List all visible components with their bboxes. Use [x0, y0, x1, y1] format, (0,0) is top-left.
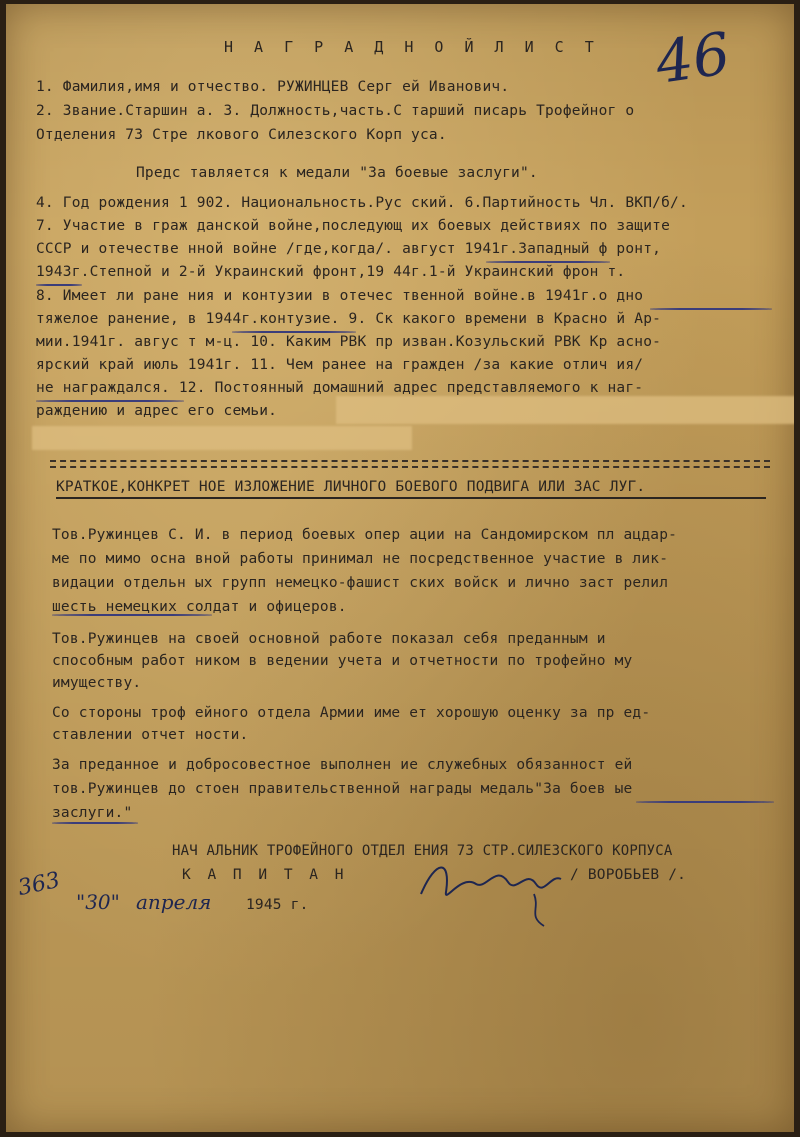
- body-line-4: шесть немецких солдат и офицеров.: [52, 599, 347, 615]
- section-heading: КРАТКОЕ,КОНКРЕТ НОЕ ИЗЛОЖЕНИЕ ЛИЧНОГО БОЕВОГО ПОДВИГА ИЛИ ЗАС ЛУГ.: [56, 479, 646, 495]
- form-line-2: 2. Звание.Старшин а. 3. Должность,часть.С тарший писарь Трофейног о: [36, 103, 635, 119]
- body-line-2: ме по мимо осна вной работы принимал не посредственное участие в лик-: [52, 551, 669, 567]
- body-line-5: Тов.Ружинцев на своей основной работе показал себя преданным и: [52, 631, 606, 647]
- body-line-1: Тов.Ружинцев С. И. в период боевых опер ации на Сандомирском пл ацдар-: [52, 527, 678, 543]
- pen-underline: [232, 331, 356, 333]
- form-line-13: не награждался. 12. Постоянный домашний адрес представляемого к наг-: [36, 380, 644, 396]
- pen-underline: [36, 400, 184, 402]
- body-line-9: ставлении отчет ности.: [52, 727, 249, 743]
- form-line-8: 1943г.Степной и 2-й Украинский фронт,19 44г.1-й Украинский фрон т.: [36, 264, 626, 280]
- form-line-4: Предс тавляется к медали "За боевые заслуги".: [136, 165, 538, 181]
- form-line-10: тяжелое ранение, в 1944г.контузие. 9. Ск какого времени в Красно й Ар-: [36, 311, 662, 327]
- dashed-separator: [50, 466, 770, 468]
- form-line-6: 7. Участие в граж данской войне,последующ их боевых действиях по защите: [36, 218, 671, 234]
- body-line-7: имуществу.: [52, 675, 142, 691]
- body-line-3: видации отдельн ых групп немецко-фашист ских войск и лично заст релил: [52, 575, 669, 591]
- date-year: 1945 г.: [246, 897, 309, 913]
- handwritten-signature: [416, 854, 576, 934]
- form-line-7: СССР и отечестве нной войне /где,когда/. август 1941г.Западный ф ронт,: [36, 241, 662, 257]
- signer-position: НАЧ АЛЬНИК ТРОФЕЙНОГО ОТДЕЛ ЕНИЯ 73 СТР.СИЛЕЗСКОГО КОРПУСА: [172, 843, 673, 859]
- pen-underline: [52, 822, 138, 824]
- body-line-10: За преданное и добросовестное выполнен ие служебных обязанност ей: [52, 757, 633, 773]
- date-day: "30": [76, 890, 120, 914]
- pen-underline: [486, 261, 610, 263]
- form-line-5: 4. Год рождения 1 902. Национальность.Рус ский. 6.Партийность Чл. ВКП/б/.: [36, 195, 688, 211]
- form-line-1: 1. Фамилия,имя и отчество. РУЖИНЦЕВ Серг ей Иванович.: [36, 79, 510, 95]
- body-line-11: тов.Ружинцев до стоен правительственной награды медаль"За боев ые: [52, 781, 633, 797]
- date-month: апреля: [136, 890, 212, 914]
- redacted-address-area-2: [32, 426, 412, 450]
- margin-note: 363: [15, 867, 63, 902]
- form-line-9: 8. Имеет ли ране ния и контузии в отечес твенной войне.в 1941г.о дно: [36, 288, 644, 304]
- pen-underline: [36, 284, 82, 286]
- handwritten-number: 46: [651, 19, 735, 97]
- heading-underline: [56, 497, 766, 499]
- body-line-12: заслуги.": [52, 805, 133, 821]
- redacted-address-area: [336, 396, 794, 424]
- pen-underline: [650, 308, 772, 310]
- dashed-separator: [50, 460, 770, 462]
- form-line-12: ярский край июль 1941г. 11. Чем ранее на гражден /за какие отлич ия/: [36, 357, 644, 373]
- form-line-3: Отделения 73 Стре лкового Силезского Корп уса.: [36, 127, 447, 143]
- document-title: Н А Г Р А Д Н О Й Л И С Т: [224, 38, 600, 56]
- pen-underline: [636, 801, 774, 803]
- pen-underline: [52, 614, 212, 616]
- body-line-6: способным работ ником в ведении учета и отчетности по трофейно му: [52, 653, 633, 669]
- body-line-8: Со стороны троф ейного отдела Армии име ет хорошую оценку за пр ед-: [52, 705, 651, 721]
- form-line-11: мии.1941г. авгус т м-ц. 10. Каким РВК пр изван.Козульский РВК Кр асно-: [36, 334, 662, 350]
- award-sheet-paper: [6, 4, 794, 1132]
- signer-name: / ВОРОБЬЕВ /.: [570, 867, 687, 883]
- signer-rank: К А П И Т А Н: [182, 867, 348, 883]
- form-line-14: раждению и адрес его семьи.: [36, 403, 278, 419]
